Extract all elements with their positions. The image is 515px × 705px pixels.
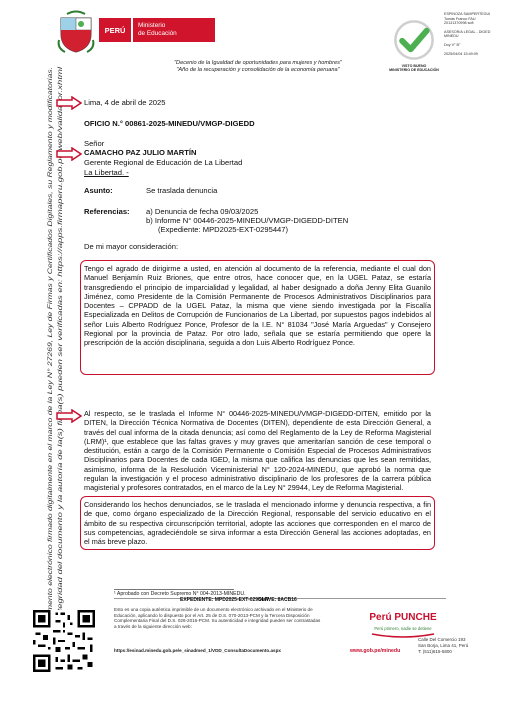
recipient-name: CAMACHO PAZ JULIO MARTÍN [84, 148, 197, 157]
paragraph-arrow-icon [56, 409, 82, 423]
date-line: Lima, 4 de abril de 2025 [84, 98, 166, 107]
address-line-3: T: (511)615-5800 [418, 648, 452, 654]
expediente-code: EXPEDIENTE: MPD2025-EXT-0295447 [180, 597, 270, 603]
recipient-arrow-icon [56, 147, 82, 161]
slogans [133, 60, 383, 74]
footnote: ¹ Aprobado con Decreto Supremo N° 004-2013-MINEDU. [114, 591, 246, 597]
signature-line: 20131370998 soft [444, 21, 474, 26]
verification-url[interactable]: https://esinad.minedu.gob.pe/e_sinadmed_1/VDD_ConsultaDocumento.aspx [114, 648, 281, 653]
reference-b-expediente: (Expediente: MPD2025-EXT-0295447) [158, 225, 289, 234]
address-line-1: Calle Del Comercio 193 [418, 637, 466, 642]
signature-line: ESPINOZA SAMPERTEGUI [444, 12, 491, 16]
paragraph-1: Tengo el agrado de dirigirme a usted, en atención al documento de la referencia, mediante el cual don Manuel Benjamín Ruiz Briones, que entre otros, hace conocer que, en la UGEL Pataz, se estaría transgrediendo el principio de imparcialidad y legalidad, al haber designado a doña Jenny Elita Guanilo Jiménez, como Presidente de la Comisión Permanente de Procesos Administrativos Disciplinarios para Docentes – CPPADD de la UGEL Pataz, la misma que viene siendo investigada por la Fiscalía Especializada en Delitos de Corrupción de Funcionarios de La Libertad, por supuestos pagos indebidos al señor Luis Alberto Rodríguez Ponce, Profesor de la I.E. N° 81034 "José María Arguedas" y Consejero Regional por la provincia de Pataz. Por otro lado, señala que se estaría permitiendo que opere la prescripción de la acción disciplinaria, seguida a don Luis Alberto Rodríguez Ponce. [84, 264, 431, 348]
visto-bueno-line-1: VISTO BUENO [401, 64, 427, 68]
asunto-value: Se traslada denuncia [146, 186, 218, 195]
address-line-2: San Borja, Lima 41, Perú [418, 642, 469, 648]
signature-line: Tomás Franco FAU [444, 16, 476, 21]
logo-wordmark: Perú PUNCHE [369, 612, 437, 623]
recipient-place: La Libertad. - [84, 168, 129, 177]
side-notice-line-2: La integridad del documento y la autoría de la(s) firma(s) pueden ser verificadas en: https://apps.firmaperu.gob.pe/web/validador.xhtml [57, 239, 64, 632]
slogan-1: "Decenio de la Igualdad de oportunidades para mujeres y hombres" [174, 60, 342, 66]
signature-line: Doy V° B° [444, 42, 461, 47]
greeting: De mi mayor consideración: [84, 242, 179, 251]
authenticity-description: Esto es una copia auténtica imprimible de un documento electrónico archivado en el Ministerio de Educación, aplicando lo dispuesto por el Art. 25 de D.S. 070-2013-PCM y la Tercera Disposición Complementaria Final del D.S. 026-2016-PCM. Su autenticidad e integridad pueden ser contrastadas a través de la siguiente dirección web: [114, 607, 321, 630]
peru-punche-logo [364, 600, 442, 640]
asunto-label: Asunto: [84, 186, 113, 195]
paragraph-3: Considerando los hechos denunciados, se le traslada el mencionado informe y denuncia respectiva, a fin de que, como órgano especializado de la Dirección Regional, responsable del servicio educativo en el ámbito de su respectiva circunscripción territorial, adopte las acciones que corresponden en el marco de sus competencias, agradeciéndole se sirva informar a esta Dirección General las acciones adoptadas, en el más breve plazo. [84, 500, 431, 547]
ministry-address [418, 637, 488, 654]
qr-code-icon [33, 610, 95, 672]
salutation: Señor [84, 139, 105, 148]
date-arrow-icon [56, 96, 82, 110]
reference-a: a) Denuncia de fecha 09/03/2025 [146, 207, 259, 216]
reference-b: b) Informe N° 00446-2025-MINEDU/VMGP-DIGEDD-DITEN [146, 216, 349, 225]
logo-tagline: Perú primero, nadie se detiene [374, 626, 432, 631]
coat-of-arms-icon [57, 10, 95, 54]
clave-code: CLAVE: 8ACB16 [258, 597, 297, 603]
ministry-line-1: Ministerio [138, 22, 166, 29]
referencias-label: Referencias: [84, 207, 130, 216]
slogan-2: "Año de la recuperación y consolidación de la economía peruana" [176, 67, 340, 74]
paragraph-2: Al respecto, se le traslada el Informe N° 00446-2025-MINEDU/VMGP-DIGEDD-DITEN, emitido por la DITEN, la Dirección Técnica Normativa de Docentes (DITEN), dependiente de esta Dirección General, a través del cual informa de la citada denuncia; así como del Reglamento de la Ley de Reforma Magisterial (LRM)¹, que establece que las faltas graves y muy graves que ameritarían sanción de cese temporal o destitución, están a cargo de la Comisión Permanente o Comisión Especial de Procesos Administrativos Disciplinarios para Docentes de cada IGED, la misma que califica las denuncias que les sean remitidas, asimismo, informa de la Resolución Viceministerial N° 120-2024-MINEDU, que aprobó la norma que regulan la investigación y el proceso administrativo disciplinario de los profesores de la carrera pública magisterial y profesores contratados, en el marco de la Ley N° 29944, Ley de Reforma Magisterial. [84, 409, 431, 493]
gob-website[interactable]: www.gob.pe/minedu [350, 648, 401, 654]
visto-bueno-label [385, 64, 443, 73]
signature-line: MINEDU [444, 34, 459, 39]
visto-bueno-checkmark-icon [392, 18, 436, 62]
oficio-number: OFICIO N.° 00861-2025-MINEDU/VMGP-DIGEDD [84, 119, 255, 128]
ministry-line-2: de Educación [138, 30, 177, 37]
footnote-separator [114, 589, 234, 590]
recipient-role: Gerente Regional de Educación de La Libertad [84, 158, 243, 167]
signature-line: 2025/04/04 15:49:09 [444, 51, 478, 56]
digital-signature-block [444, 12, 512, 56]
visto-bueno-line-2: MINISTERIO DE EDUCACIÓN [389, 68, 439, 73]
peru-label: PERÚ [99, 18, 131, 42]
signature-line: ASESOR/A LEGAL - DIGED [444, 29, 491, 34]
side-notice-line-1: Documento electrónico firmado digitalmente en el marco de la Ley N° 27269, Ley de Firmas y Certificados Digitales, su Reglamento y modificatorias. [47, 197, 54, 632]
ministry-label [133, 18, 215, 42]
